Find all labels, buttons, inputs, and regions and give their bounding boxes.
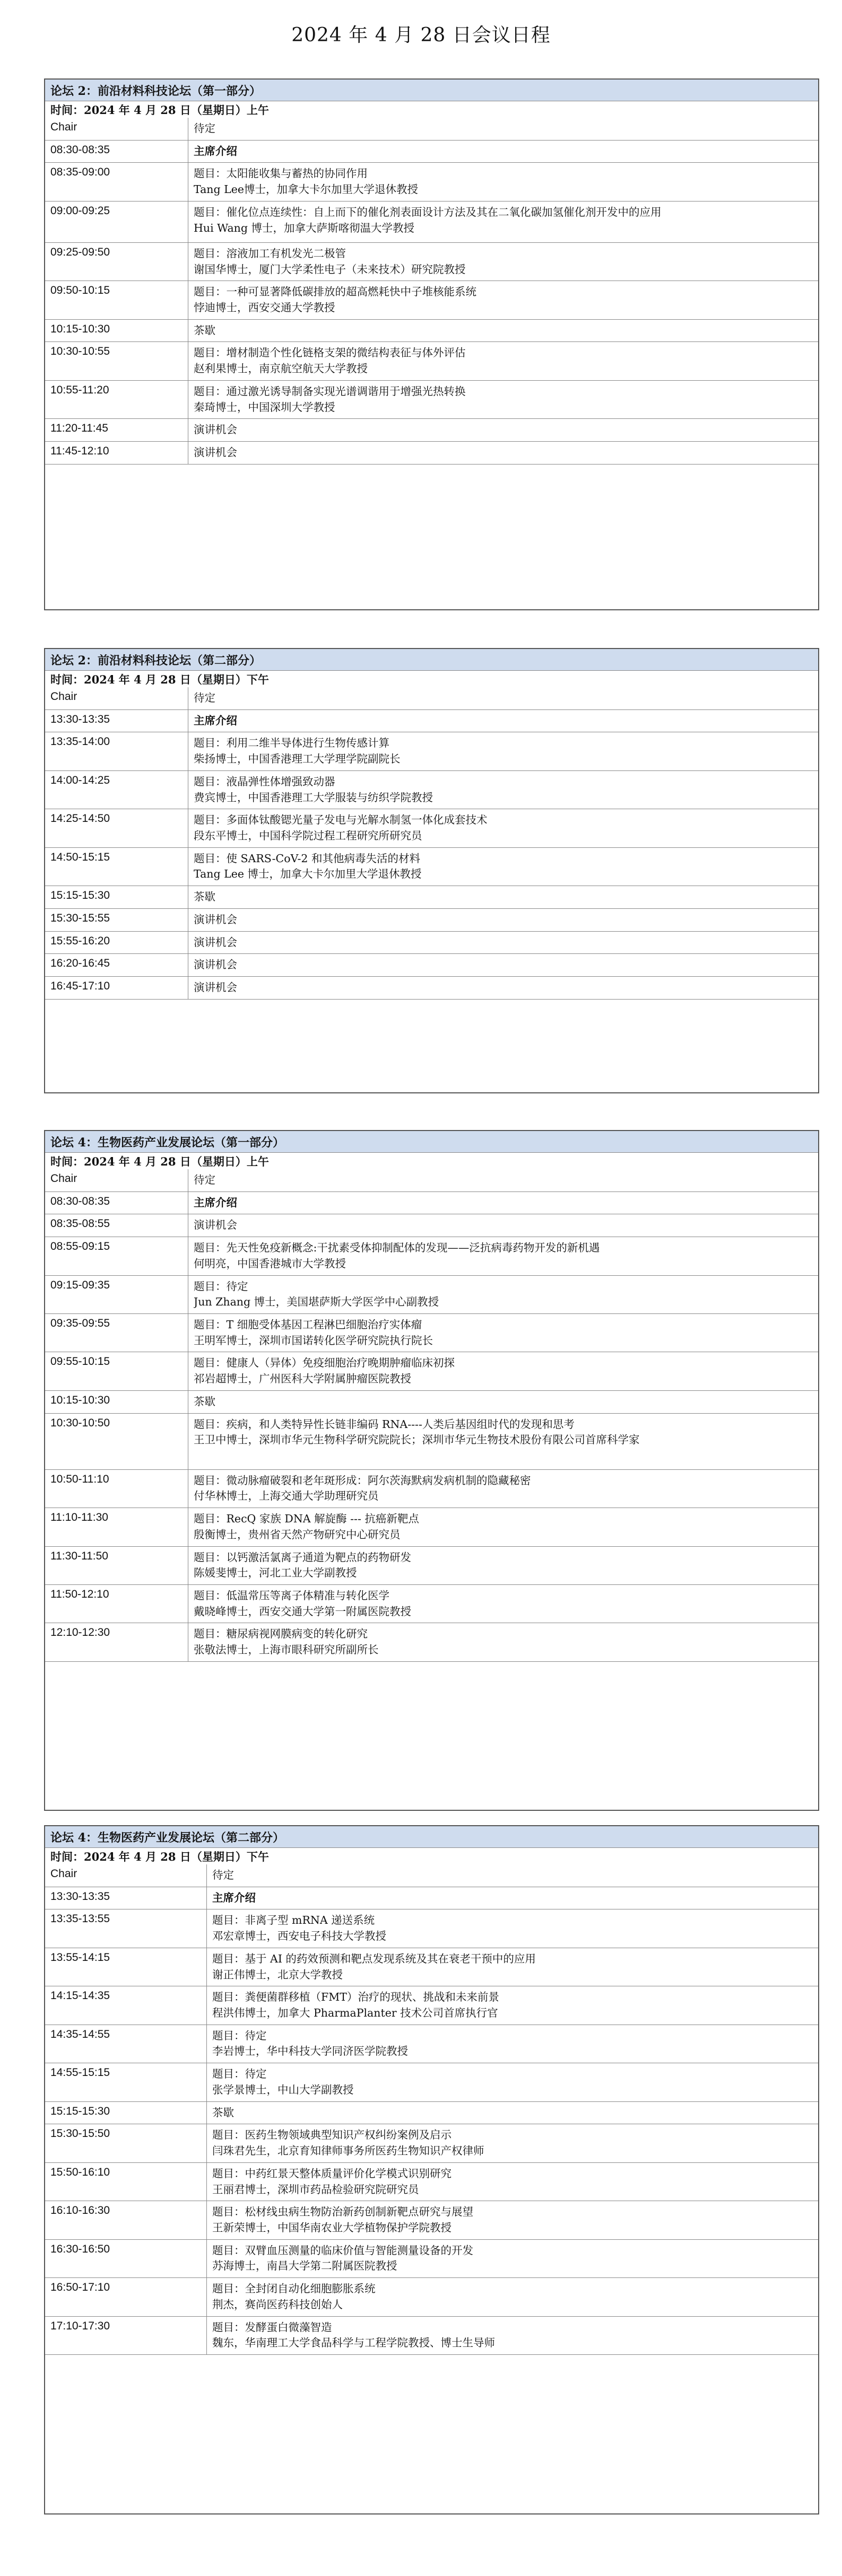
schedule-row <box>45 1909 818 1947</box>
time-cell: 14:15-14:35 <box>45 1986 207 2024</box>
talk-cell <box>188 163 818 200</box>
speaker-info: 程洪伟博士，加拿大 PharmaPlanter 技术公司首席执行官 <box>212 2007 498 2020</box>
talk-cell <box>188 201 818 242</box>
time-cell: 16:45-17:10 <box>45 977 188 999</box>
speaker-info: 张敬法博士，上海市眼科研究所副所长 <box>194 1643 379 1657</box>
talk-cell <box>188 141 818 163</box>
speaker-info: Tang Lee 博士，加拿大卡尔加里大学退休教授 <box>194 868 422 881</box>
talk-title: 待定 <box>212 1869 234 1881</box>
schedule-row <box>45 1508 818 1546</box>
talk-cell <box>188 1470 818 1508</box>
talk-cell <box>188 1276 818 1313</box>
time-cell: 12:10-12:30 <box>45 1623 188 1661</box>
speaker-info: 王新荣博士，中国华南农业大学植物保护学院教授 <box>212 2221 452 2234</box>
talk-cell <box>188 281 818 319</box>
speaker-info: 王明军博士，深圳市国诺转化医学研究院执行院长 <box>194 1334 433 1347</box>
schedule-row <box>45 847 818 886</box>
talk-title: 待定 <box>194 691 215 704</box>
speaker-info: 谢国华博士，厦门大学柔性电子（未来技术）研究院教授 <box>194 262 466 276</box>
time-cell: 14:00-14:25 <box>45 771 188 809</box>
speaker-info: 何明亮，中国香港城市大学教授 <box>194 1257 346 1270</box>
talk-title: 茶歇 <box>194 323 215 337</box>
time-cell: 10:15-10:30 <box>45 320 188 342</box>
schedule-row <box>45 2277 818 2316</box>
talk-title: 题目：粪便菌群移植（FMT）治疗的现状、挑战和未来前景 <box>212 1991 499 2004</box>
talk-cell <box>188 954 818 976</box>
talk-cell <box>188 381 818 418</box>
time-cell: 15:30-15:55 <box>45 909 188 931</box>
talk-cell <box>188 419 818 441</box>
schedule-row <box>45 886 818 908</box>
talk-title: 题目：T 细胞受体基因工程淋巴细胞治疗实体瘤 <box>194 1318 422 1331</box>
time-cell: 11:50-12:10 <box>45 1585 188 1623</box>
speaker-info: 秦琦博士，中国深圳大学教授 <box>194 400 335 414</box>
talk-cell <box>188 442 818 464</box>
talk-cell <box>188 1192 818 1214</box>
speaker-info: 王丽君博士，深圳市药品检验研究院研究员 <box>212 2183 419 2196</box>
speaker-info: 戴晓峰博士，西安交通大学第一附属医院教授 <box>194 1605 411 1618</box>
talk-cell <box>207 1909 818 1947</box>
schedule-row <box>45 1864 818 1887</box>
speaker-info: 赵利果博士，南京航空航天大学教授 <box>194 362 368 375</box>
session-header: 论坛 4：生物医药产业发展论坛（第二部分） <box>45 1826 818 1847</box>
schedule-row <box>45 1214 818 1237</box>
talk-title: 题目：基于 AI 的药效预测和靶点发现系统及其在衰老干预中的应用 <box>212 1952 536 1965</box>
schedule-row <box>45 1948 818 1986</box>
schedule-row <box>45 319 818 342</box>
talk-cell <box>188 243 818 281</box>
speaker-info: 苏海博士，南昌大学第二附属医院教授 <box>212 2259 397 2273</box>
speaker-info: 魏东，华南理工大学食品科学与工程学院教授、博士生导师 <box>212 2336 495 2350</box>
time-cell: 13:35-13:55 <box>45 1909 207 1947</box>
speaker-info: 悖迪博士，西安交通大学教授 <box>194 301 335 314</box>
schedule-row <box>45 201 818 242</box>
talk-cell <box>188 932 818 954</box>
speaker-info: 祁岩超博士，广州医科大学附属肿瘤医院教授 <box>194 1372 411 1386</box>
schedule-row <box>45 953 818 976</box>
time-cell: 15:30-15:50 <box>45 2124 207 2162</box>
time-cell: 17:10-17:30 <box>45 2317 207 2354</box>
talk-title: 题目：微动脉瘤破裂和老年斑形成：阿尔茨海默病发病机制的隐藏秘密 <box>194 1474 531 1487</box>
talk-title: 题目：低温常压等离子体精准与转化医学 <box>194 1589 389 1602</box>
talk-cell <box>188 118 818 140</box>
talk-cell <box>207 2063 818 2101</box>
speaker-info: 殷衡博士，贵州省天然产物研究中心研究员 <box>194 1528 401 1541</box>
speaker-info: 谢正伟博士，北京大学教授 <box>212 1968 343 1981</box>
schedule-row <box>45 2239 818 2277</box>
talk-title: 题目：先天性免疫新概念:干扰素受体抑制配体的发现——泛抗病毒药物开发的新机遇 <box>194 1241 600 1255</box>
speaker-info: 付华林博士，上海交通大学助理研究员 <box>194 1489 379 1503</box>
speaker-info: 邓宏章博士，西安电子科技大学教授 <box>212 1930 386 1943</box>
talk-title: 演讲机会 <box>194 913 237 926</box>
time-cell: 08:35-08:55 <box>45 1214 188 1237</box>
time-cell: 08:30-08:35 <box>45 141 188 163</box>
talk-title: 待定 <box>194 122 215 135</box>
page-title: 2024 年 4 月 28 日会议日程 <box>291 24 551 46</box>
talk-title: 题目：待定 <box>194 1280 248 1293</box>
speaker-info: 荆杰，赛尚医药科技创始人 <box>212 2298 343 2311</box>
time-cell: 11:30-11:50 <box>45 1547 188 1584</box>
talk-title: 题目：一种可显著降低碳排放的超高燃耗快中子堆核能系统 <box>194 285 476 299</box>
speaker-info: Hui Wang 博士，加拿大萨斯喀彻温大学教授 <box>194 221 415 234</box>
talk-cell <box>188 1352 818 1390</box>
talk-title: 茶歇 <box>212 2106 234 2119</box>
talk-cell <box>188 1169 818 1191</box>
talk-title: 题目：溶液加工有机发光二极管 <box>194 247 346 260</box>
talk-cell <box>207 2124 818 2162</box>
time-cell: 11:10-11:30 <box>45 1508 188 1546</box>
time-cell: Chair <box>45 1864 207 1887</box>
time-cell: 16:10-16:30 <box>45 2201 207 2239</box>
talk-title: 主席介绍 <box>194 144 237 157</box>
schedule-row <box>45 908 818 931</box>
schedule-row <box>45 976 818 999</box>
table-blank-area <box>45 2354 818 2355</box>
session-table-forum2-part2 <box>44 648 819 1093</box>
schedule-row <box>45 380 818 418</box>
table-blank-area <box>45 1661 818 1662</box>
time-cell: 10:30-10:50 <box>45 1414 188 1469</box>
speaker-info: Tang Lee博士，加拿大卡尔加里大学退休教授 <box>194 183 419 196</box>
talk-title: 待定 <box>194 1173 215 1186</box>
talk-title: 题目：非离子型 mRNA 递送系统 <box>212 1914 375 1927</box>
schedule-row <box>45 687 818 709</box>
schedule-row <box>45 1275 818 1313</box>
talk-title: 题目：通过激光诱导制备实现光谱调谐用于增强光热转换 <box>194 384 466 398</box>
talk-title: 题目：增材制造个性化链格支架的微结构表征与体外评估 <box>194 346 466 360</box>
schedule-row <box>45 162 818 200</box>
time-cell: 10:50-11:10 <box>45 1470 188 1508</box>
talk-cell <box>207 2317 818 2354</box>
talk-title: 演讲机会 <box>194 935 237 949</box>
schedule-row <box>45 770 818 809</box>
schedule-row <box>45 1584 818 1623</box>
talk-title: 题目：健康人（异体）免疫细胞治疗晚期肿瘤临床初探 <box>194 1356 455 1370</box>
talk-cell <box>188 1508 818 1546</box>
time-cell: 08:55-09:15 <box>45 1237 188 1275</box>
schedule-row <box>45 341 818 380</box>
session-table-forum4-part2 <box>44 1825 819 2514</box>
time-cell: 14:50-15:15 <box>45 848 188 886</box>
schedule-row <box>45 2162 818 2201</box>
talk-cell <box>188 732 818 770</box>
talk-cell <box>207 2278 818 2316</box>
time-cell: 15:15-15:30 <box>45 886 188 908</box>
time-cell: 13:35-14:00 <box>45 732 188 770</box>
schedule-row <box>45 418 818 441</box>
talk-title: 主席介绍 <box>194 714 237 727</box>
talk-cell <box>188 809 818 847</box>
time-cell: 08:30-08:35 <box>45 1192 188 1214</box>
table-blank-area <box>45 999 818 1000</box>
schedule-row <box>45 1169 818 1191</box>
talk-cell <box>207 1864 818 1887</box>
session-table-forum2-part1 <box>44 78 819 610</box>
session-header: 论坛 2：前沿材料科技论坛（第二部分） <box>45 649 818 670</box>
schedule-row <box>45 2124 818 2162</box>
speaker-info: Jun Zhang 博士，美国堪萨斯大学医学中心副教授 <box>194 1295 439 1309</box>
talk-title: 题目：RecQ 家族 DNA 解旋酶 --- 抗癌新靶点 <box>194 1512 419 1526</box>
session-header: 论坛 2：前沿材料科技论坛（第一部分） <box>45 80 818 101</box>
schedule-row <box>45 1191 818 1214</box>
speaker-info: 李岩博士，华中科技大学同济医学院教授 <box>212 2045 408 2058</box>
talk-cell <box>188 1547 818 1584</box>
session-header: 论坛 4：生物医药产业发展论坛（第一部分） <box>45 1131 818 1152</box>
talk-cell <box>207 2163 818 2201</box>
schedule-row <box>45 2201 818 2239</box>
schedule-row <box>45 118 818 140</box>
speaker-info: 柴扬博士，中国香港理工大学理学院副院长 <box>194 752 401 766</box>
talk-cell <box>207 1986 818 2024</box>
schedule-row <box>45 1623 818 1661</box>
time-cell: 16:20-16:45 <box>45 954 188 976</box>
schedule-row <box>45 1469 818 1508</box>
speaker-info: 段东平博士，中国科学院过程工程研究所研究员 <box>194 829 422 843</box>
talk-title: 题目：多面体钛酸锶光量子发电与光解水制氢一体化成套技术 <box>194 813 488 827</box>
time-cell: 13:30-13:35 <box>45 710 188 732</box>
talk-cell <box>207 1887 818 1909</box>
talk-cell <box>207 2201 818 2239</box>
time-cell: 10:15-10:30 <box>45 1391 188 1413</box>
schedule-row <box>45 1313 818 1352</box>
time-cell: 15:55-16:20 <box>45 932 188 954</box>
schedule-row <box>45 1887 818 1909</box>
talk-title: 题目：中药红景天整体质量评价化学模式识别研究 <box>212 2167 452 2180</box>
time-cell: 16:50-17:10 <box>45 2278 207 2316</box>
talk-title: 题目：催化位点连续性：自上而下的催化剂表面设计方法及其在二氧化碳加氢催化剂开发中的应用 <box>194 205 662 218</box>
time-cell: 16:30-16:50 <box>45 2240 207 2277</box>
talk-title: 题目：发酵蛋白微藻智造 <box>212 2320 332 2334</box>
schedule-row <box>45 2063 818 2101</box>
talk-title: 演讲机会 <box>194 958 237 971</box>
schedule-row <box>45 2025 818 2063</box>
talk-cell <box>188 771 818 809</box>
schedule-row <box>45 2101 818 2124</box>
talk-cell <box>188 687 818 709</box>
session-date: 时间：2024 年 4 月 28 日（星期日）上午 <box>45 101 818 118</box>
time-cell: 09:25-09:50 <box>45 243 188 281</box>
talk-title: 演讲机会 <box>194 981 237 994</box>
speaker-info: 张学景博士，中山大学副教授 <box>212 2083 354 2096</box>
talk-cell <box>207 2102 818 2124</box>
talk-title: 主席介绍 <box>194 1196 237 1209</box>
talk-title: 演讲机会 <box>194 1219 237 1232</box>
talk-title: 题目：太阳能收集与蓄热的协同作用 <box>194 167 368 180</box>
time-cell: 09:35-09:55 <box>45 1314 188 1352</box>
talk-title: 主席介绍 <box>212 1891 256 1904</box>
speaker-info: 闫珠君先生，北京育知律师事务所医药生物知识产权律师 <box>212 2144 484 2158</box>
talk-title: 题目：待定 <box>212 2029 267 2042</box>
schedule-row <box>45 242 818 281</box>
talk-title: 题目：液晶弹性体增强致动器 <box>194 775 335 788</box>
session-date: 时间：2024 年 4 月 28 日（星期日）下午 <box>45 670 818 687</box>
time-cell: 10:30-10:55 <box>45 342 188 380</box>
talk-cell <box>188 710 818 732</box>
time-cell: 13:55-14:15 <box>45 1948 207 1986</box>
talk-title: 题目：利用二维半导体进行生物传感计算 <box>194 737 389 750</box>
session-date: 时间：2024 年 4 月 28 日（星期日）下午 <box>45 1847 818 1864</box>
table-blank-area <box>45 464 818 465</box>
talk-title: 茶歇 <box>194 1395 215 1408</box>
schedule-row <box>45 1546 818 1584</box>
talk-cell <box>188 342 818 380</box>
talk-cell <box>207 2240 818 2277</box>
talk-title: 演讲机会 <box>194 446 237 459</box>
time-cell: 15:50-16:10 <box>45 2163 207 2201</box>
talk-cell <box>188 1314 818 1352</box>
talk-title: 题目：疾病，和人类特异性长链非编码 RNA----人类后基因组时代的发现和思考 <box>194 1417 575 1431</box>
talk-cell <box>188 886 818 908</box>
time-cell: 11:20-11:45 <box>45 419 188 441</box>
time-cell: Chair <box>45 118 188 140</box>
schedule-row <box>45 732 818 770</box>
schedule-row <box>45 709 818 732</box>
talk-title: 题目：全封闭自动化细胞膨胀系统 <box>212 2282 376 2295</box>
schedule-row <box>45 1986 818 2024</box>
time-cell: 14:55-15:15 <box>45 2063 207 2101</box>
time-cell: 14:35-14:55 <box>45 2025 207 2063</box>
time-cell: Chair <box>45 687 188 709</box>
time-cell: 13:30-13:35 <box>45 1887 207 1909</box>
time-cell: 09:15-09:35 <box>45 1276 188 1313</box>
schedule-row <box>45 281 818 319</box>
talk-cell <box>207 1948 818 1986</box>
talk-cell <box>188 320 818 342</box>
talk-cell <box>188 909 818 931</box>
speaker-info: 王卫中博士，深圳市华元生物科学研究院院长；深圳市华元生物技术股份有限公司首席科学家 <box>194 1433 640 1447</box>
schedule-row <box>45 140 818 163</box>
time-cell: 09:50-10:15 <box>45 281 188 319</box>
talk-cell <box>188 1391 818 1413</box>
talk-cell <box>207 2025 818 2063</box>
session-date: 时间：2024 年 4 月 28 日（星期日）上午 <box>45 1152 818 1169</box>
talk-title: 演讲机会 <box>194 423 237 436</box>
talk-title: 题目：待定 <box>212 2067 267 2081</box>
schedule-row <box>45 1352 818 1390</box>
time-cell: 08:35-09:00 <box>45 163 188 200</box>
speaker-info: 陈媛斐博士，河北工业大学副教授 <box>194 1566 357 1580</box>
time-cell: 10:55-11:20 <box>45 381 188 418</box>
talk-title: 题目：松材线虫病生物防治新药创制新靶点研究与展望 <box>212 2205 473 2219</box>
talk-title: 题目：糖尿病视网膜病变的转化研究 <box>194 1627 368 1641</box>
talk-cell <box>188 848 818 886</box>
time-cell: 14:25-14:50 <box>45 809 188 847</box>
talk-title: 题目：使 SARS-CoV-2 和其他病毒失活的材料 <box>194 852 420 865</box>
talk-title: 茶歇 <box>194 890 215 904</box>
speaker-info: 费宾博士，中国香港理工大学服装与纺织学院教授 <box>194 791 433 804</box>
time-cell: 11:45-12:10 <box>45 442 188 464</box>
schedule-row <box>45 931 818 954</box>
schedule-row <box>45 1413 818 1469</box>
talk-cell <box>188 1414 818 1469</box>
talk-title: 题目：以钙激活氯离子通道为靶点的药物研发 <box>194 1550 411 1564</box>
talk-cell <box>188 1237 818 1275</box>
session-table-forum4-part1 <box>44 1130 819 1811</box>
schedule-row <box>45 1237 818 1275</box>
talk-title: 题目：双臂血压测量的临床价值与智能测量设备的开发 <box>212 2244 473 2257</box>
talk-cell <box>188 977 818 999</box>
schedule-row <box>45 2316 818 2354</box>
talk-cell <box>188 1585 818 1623</box>
time-cell: 09:55-10:15 <box>45 1352 188 1390</box>
schedule-row <box>45 1390 818 1413</box>
time-cell: Chair <box>45 1169 188 1191</box>
talk-cell <box>188 1623 818 1661</box>
schedule-row <box>45 441 818 464</box>
talk-cell <box>188 1214 818 1237</box>
schedule-row <box>45 809 818 847</box>
time-cell: 15:15-15:30 <box>45 2102 207 2124</box>
time-cell: 09:00-09:25 <box>45 201 188 242</box>
talk-title: 题目：医药生物领域典型知识产权纠纷案例及启示 <box>212 2128 452 2142</box>
